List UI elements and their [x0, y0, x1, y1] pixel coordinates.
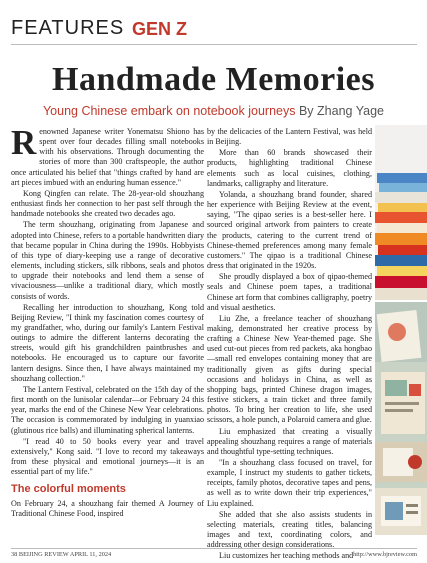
- paragraph: Liu Zhe, a freelance teacher of shouzhang making, demonstrated her creative process by crafting a Chinese New Year-themed page. She used cut-out pieces from red packets, aka hongbao—small red envelopes containing money that are traditionally given as gifts during special occasions and holidays in China, as well as shopping bags, printed Chinese dragon images, festive stickers, a train ticket and three family photos. To bring her creation to life, she used scissors, a hole punch, a Polaroid camera and glue.: [207, 313, 372, 425]
- page-footer-left: 38 BEIJING REVIEW APRIL 11, 2024: [11, 551, 112, 558]
- paragraph: "I read 40 to 50 books every year and travel extensively," Kong said. "I love to record my takeaways from these physical and emotional journeys—it is an essential part of my life.": [11, 436, 204, 477]
- section-header: [11, 16, 417, 40]
- article-column-middle: [207, 127, 372, 563]
- paragraph: Yolanda, a shouzhang brand founder, shared her experience with Beijing Review at the event, saying, "The qipao series is a best-seller here. I sourced original artwork from painters to create the products, catering to the current trend of Chinese-themed preferences among many female customers." The qipao is a traditional Chinese dress that originated in the 1920s.: [207, 189, 372, 271]
- notebook-stack-photo: [375, 125, 427, 300]
- section-subtitle: GEN Z: [132, 19, 188, 39]
- page-footer-url: http://www.bjreview.com: [353, 551, 417, 558]
- paragraph: She added that she also assists students in selecting materials, creating titles, balancing images and text, coordinating colors, and addressing other design considerations.: [207, 509, 372, 550]
- section-title: FEATURES: [11, 17, 125, 39]
- journal-pages-photo: [375, 302, 427, 535]
- article-deck: [0, 103, 427, 119]
- paragraph-text: enowned Japanese writer Yonematsu Shiono has spent over four decades filling small notebooks with his observations. Through documenting the stories of more than 300 craftspeople, the author once articulated his belief that "things crafted by hand are art pieces imbued with an enduring human essence.": [11, 127, 204, 187]
- paragraph: She proudly displayed a box of qipao-themed seals and Chinese poem tapes, a traditional Chinese art form that combines calligraphy, poetry and visual aesthetics.: [207, 272, 372, 312]
- paragraph: More than 60 brands showcased their products, highlighting traditional Chinese elements such as local cuisines, clothing, landmarks, calligraphy and literature.: [207, 148, 372, 188]
- paragraph: [11, 123, 204, 188]
- paragraph: Liu customizes her teaching methods and: [219, 551, 354, 561]
- subheading: The colorful moments: [11, 483, 126, 496]
- footer-rule: [11, 548, 417, 549]
- paragraph: Kong Qingfen can relate. The 28-year-old shouzhang enthusiast finds her connection to her past self through the handmade notebooks she created two decades ago.: [11, 188, 204, 219]
- article-column-left: [11, 123, 204, 521]
- paragraph: Liu emphasized that creating a visually appealing shouzhang requires a range of materials and thoughtful type-setting techniques.: [207, 426, 372, 456]
- paragraph: On February 24, a shouzhang fair themed A Journey of Traditional Chinese Food, inspired: [11, 499, 204, 519]
- paragraph: Recalling her introduction to shouzhang, Kong told Beijing Review, "I think my fascination comes courtesy of my grandfather, who, during our family's Lantern Festival outings to admire the different lanterns decorating the streets, would gift his grandchildren paintbrushes and notebooks. He encouraged us to capture our favorite lantern designs. Since then, I have always maintained my shouzhang collection.": [11, 302, 204, 383]
- paragraph: by the delicacies of the Lantern Festival, was held in Beijing.: [207, 127, 372, 147]
- paragraph: "In a shouzhang class focused on travel, for example, I instruct my students to gather tickets, receipts, family photos, decorative tapes and pens, as well as to write down their trip experiences," Liu explained.: [207, 458, 372, 508]
- paragraph: The term shouzhang, originating from Japanese and adopted into Chinese, refers to a portable handwritten diary that became popular in China during the 1990s. Hobbyists of this type of diary-keeping use a range of decorative elements, including stickers, silk ribbons, seals and photos to upgrade their notebooks and lend them a sense of vivaciousness—unlike a traditional diary, which mostly consists of words.: [11, 220, 204, 301]
- drop-cap: R: [11, 123, 37, 162]
- deck-text: Young Chinese embark on notebook journeys: [42, 104, 296, 118]
- header-rule: [11, 44, 417, 45]
- byline: By Zhang Yage: [298, 104, 384, 118]
- paragraph: The Lantern Festival, celebrated on the 15th day of the first month on the lunisolar calendar—or February 24 this year, marks the end of the Chinese New Year celebrations. The occasion is commemorated by indulging in yuanxiao (glutinous rice balls) and illuminating spherical lanterns.: [11, 384, 204, 435]
- article-title: Handmade Memories: [52, 61, 375, 98]
